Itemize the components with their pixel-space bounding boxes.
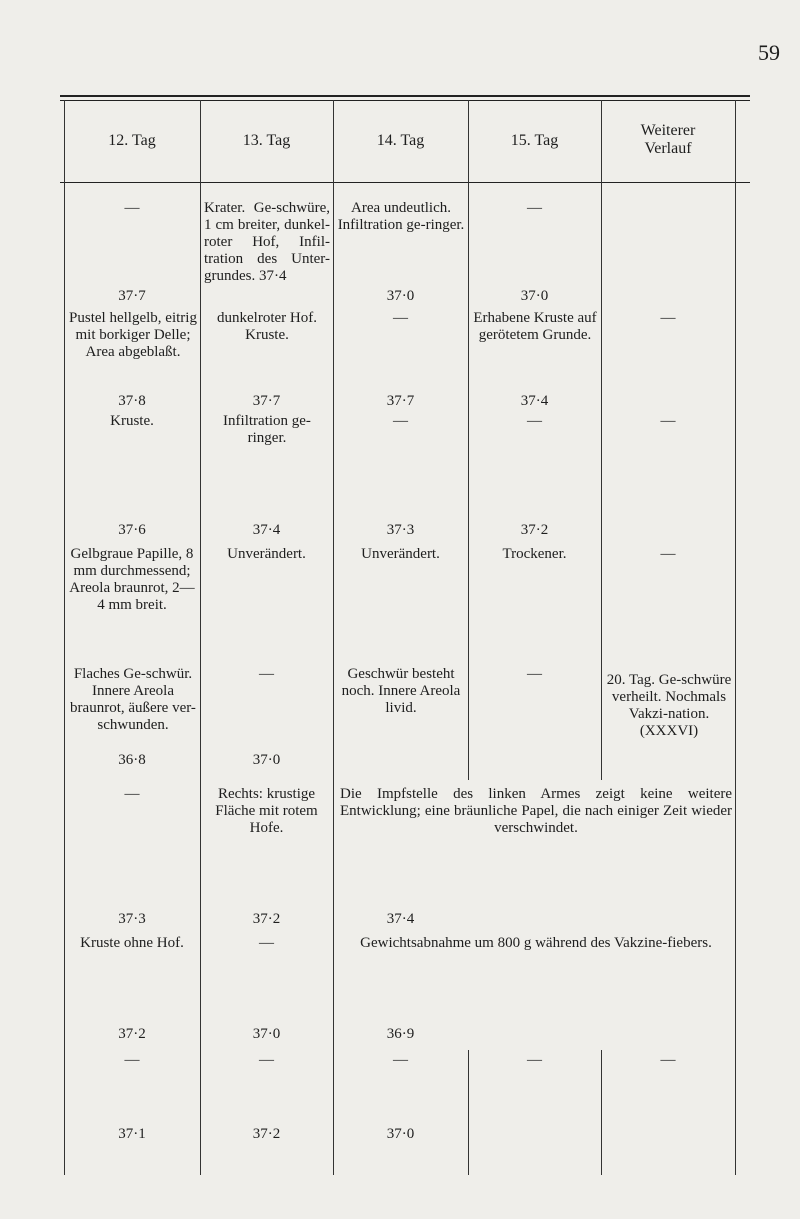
table-top-rule <box>60 95 750 97</box>
r8-c3-temp: 36·9 <box>386 1026 415 1042</box>
r1-c3-text: Area undeutlich. Infiltration ge-ringer. <box>337 200 465 233</box>
r8-c5-dash: — <box>660 1052 676 1068</box>
r4-c4-temp: 37·2 <box>520 522 549 538</box>
r6-c2-text: Rechts: krustige Fläche mit rotem Hofe. <box>215 786 318 836</box>
r3-c1-text: Kruste. <box>110 413 154 429</box>
r4-c1-temp: 37·6 <box>118 522 146 538</box>
r9-c3-temp: 37·0 <box>386 1126 415 1142</box>
r9-c1-temp: 37·1 <box>118 1126 146 1142</box>
r7-c2-dash: — <box>259 935 274 951</box>
r5-c2-dash: — <box>259 666 274 682</box>
column-divider <box>735 100 736 1175</box>
r4-c3-temp: 37·3 <box>386 522 415 538</box>
r7-c1-text: Kruste ohne Hof. <box>80 935 184 951</box>
header-further-course: Weiterer Verlauf <box>640 122 696 157</box>
r4-c1-text: Gelbgraue Papille, 8 mm durchmessend; Areola braunrot, 2—4 mm breit. <box>69 546 195 613</box>
r3-c2-text: Infiltration ge-ringer. <box>223 413 311 446</box>
r7-c2-temp: 37·2 <box>252 911 281 927</box>
r7-c1-temp: 37·3 <box>118 911 146 927</box>
r4-c2-text: Unverändert. <box>227 546 306 562</box>
r3-c3-dash: — <box>393 413 408 429</box>
r5-c2-temp: 37·0 <box>252 752 281 768</box>
column-divider <box>64 100 65 1175</box>
r2-c1-temp: 37·7 <box>118 288 146 304</box>
r2-c3-dash: — <box>393 310 408 326</box>
r6-c1-dash: — <box>124 786 140 802</box>
r1-c4-dash: — <box>527 200 542 216</box>
r3-c4-dash: — <box>527 413 542 429</box>
r1-c2-text: Krater. Ge-schwüre, 1 cm breiter, dunkel-roter Hof, Infil-tration des Unter-grundes. 37·4 <box>204 200 330 284</box>
r3-c2-temp: 37·7 <box>252 393 281 409</box>
header-day-15: 15. Tag <box>510 132 559 149</box>
r8-c1-dash: — <box>124 1052 140 1068</box>
r5-c5-text: 20. Tag. Ge-schwüre verheilt. Nochmals Vakzi-nation. (XXXVI) <box>606 672 732 739</box>
r2-c2-text: dunkelroter Hof. Kruste. <box>217 310 317 343</box>
r3-c3-temp: 37·7 <box>386 393 415 409</box>
column-divider <box>200 100 201 1175</box>
header-day-13: 13. Tag <box>242 132 291 149</box>
table-top-rule-thin <box>60 100 750 101</box>
r2-c4-text: Erhabene Kruste auf gerötetem Grunde. <box>473 310 597 343</box>
r5-c4-dash: — <box>527 666 542 682</box>
r8-c1-temp: 37·2 <box>118 1026 146 1042</box>
r4-c4-text: Trockener. <box>502 546 567 562</box>
r5-c3-text: Geschwür besteht noch. Innere Areola livid. <box>341 666 461 716</box>
r7-span-text: Gewichtsabnahme um 800 g während des Vakzine-fiebers. <box>360 935 712 951</box>
r4-c3-text: Unverändert. <box>361 546 440 562</box>
r3-c4-temp: 37·4 <box>520 393 549 409</box>
r7-span-temp: 37·4 <box>386 911 415 927</box>
page-number: 59 <box>758 40 780 65</box>
r2-c1-text: Pustel hellgelb, eitrig mit borkiger Delle; Area abgeblaßt. <box>69 310 197 360</box>
r6-span-text: Die Impfstelle des linken Armes zeigt keine weitere Entwicklung; eine bräunliche Papel, die nach einiger Zeit wieder verschwindet. <box>340 786 732 836</box>
r5-c1-text: Flaches Ge-schwür. Innere Areola braunrot, äußere ver-schwunden. <box>70 666 196 733</box>
r4-c2-temp: 37·4 <box>252 522 281 538</box>
table-header-rule <box>60 182 750 183</box>
r3-c5-dash: — <box>660 413 676 429</box>
r1-c1-dash: — <box>124 200 140 216</box>
r5-c1-temp: 36·8 <box>118 752 146 768</box>
r4-c5-dash: — <box>660 546 676 562</box>
header-day-12: 12. Tag <box>108 132 156 149</box>
r2-c3-temp: 37·0 <box>386 288 415 304</box>
r9-c2-temp: 37·2 <box>252 1126 281 1142</box>
r2-c4-temp: 37·0 <box>520 288 549 304</box>
r8-c4-dash: — <box>527 1052 542 1068</box>
r8-c3-dash: — <box>393 1052 408 1068</box>
column-divider <box>601 100 602 780</box>
header-day-14: 14. Tag <box>376 132 425 149</box>
r3-c1-temp: 37·8 <box>118 393 146 409</box>
r8-c2-temp: 37·0 <box>252 1026 281 1042</box>
column-divider <box>333 100 334 1175</box>
r8-c2-dash: — <box>259 1052 274 1068</box>
r2-c5-dash: — <box>660 310 676 326</box>
